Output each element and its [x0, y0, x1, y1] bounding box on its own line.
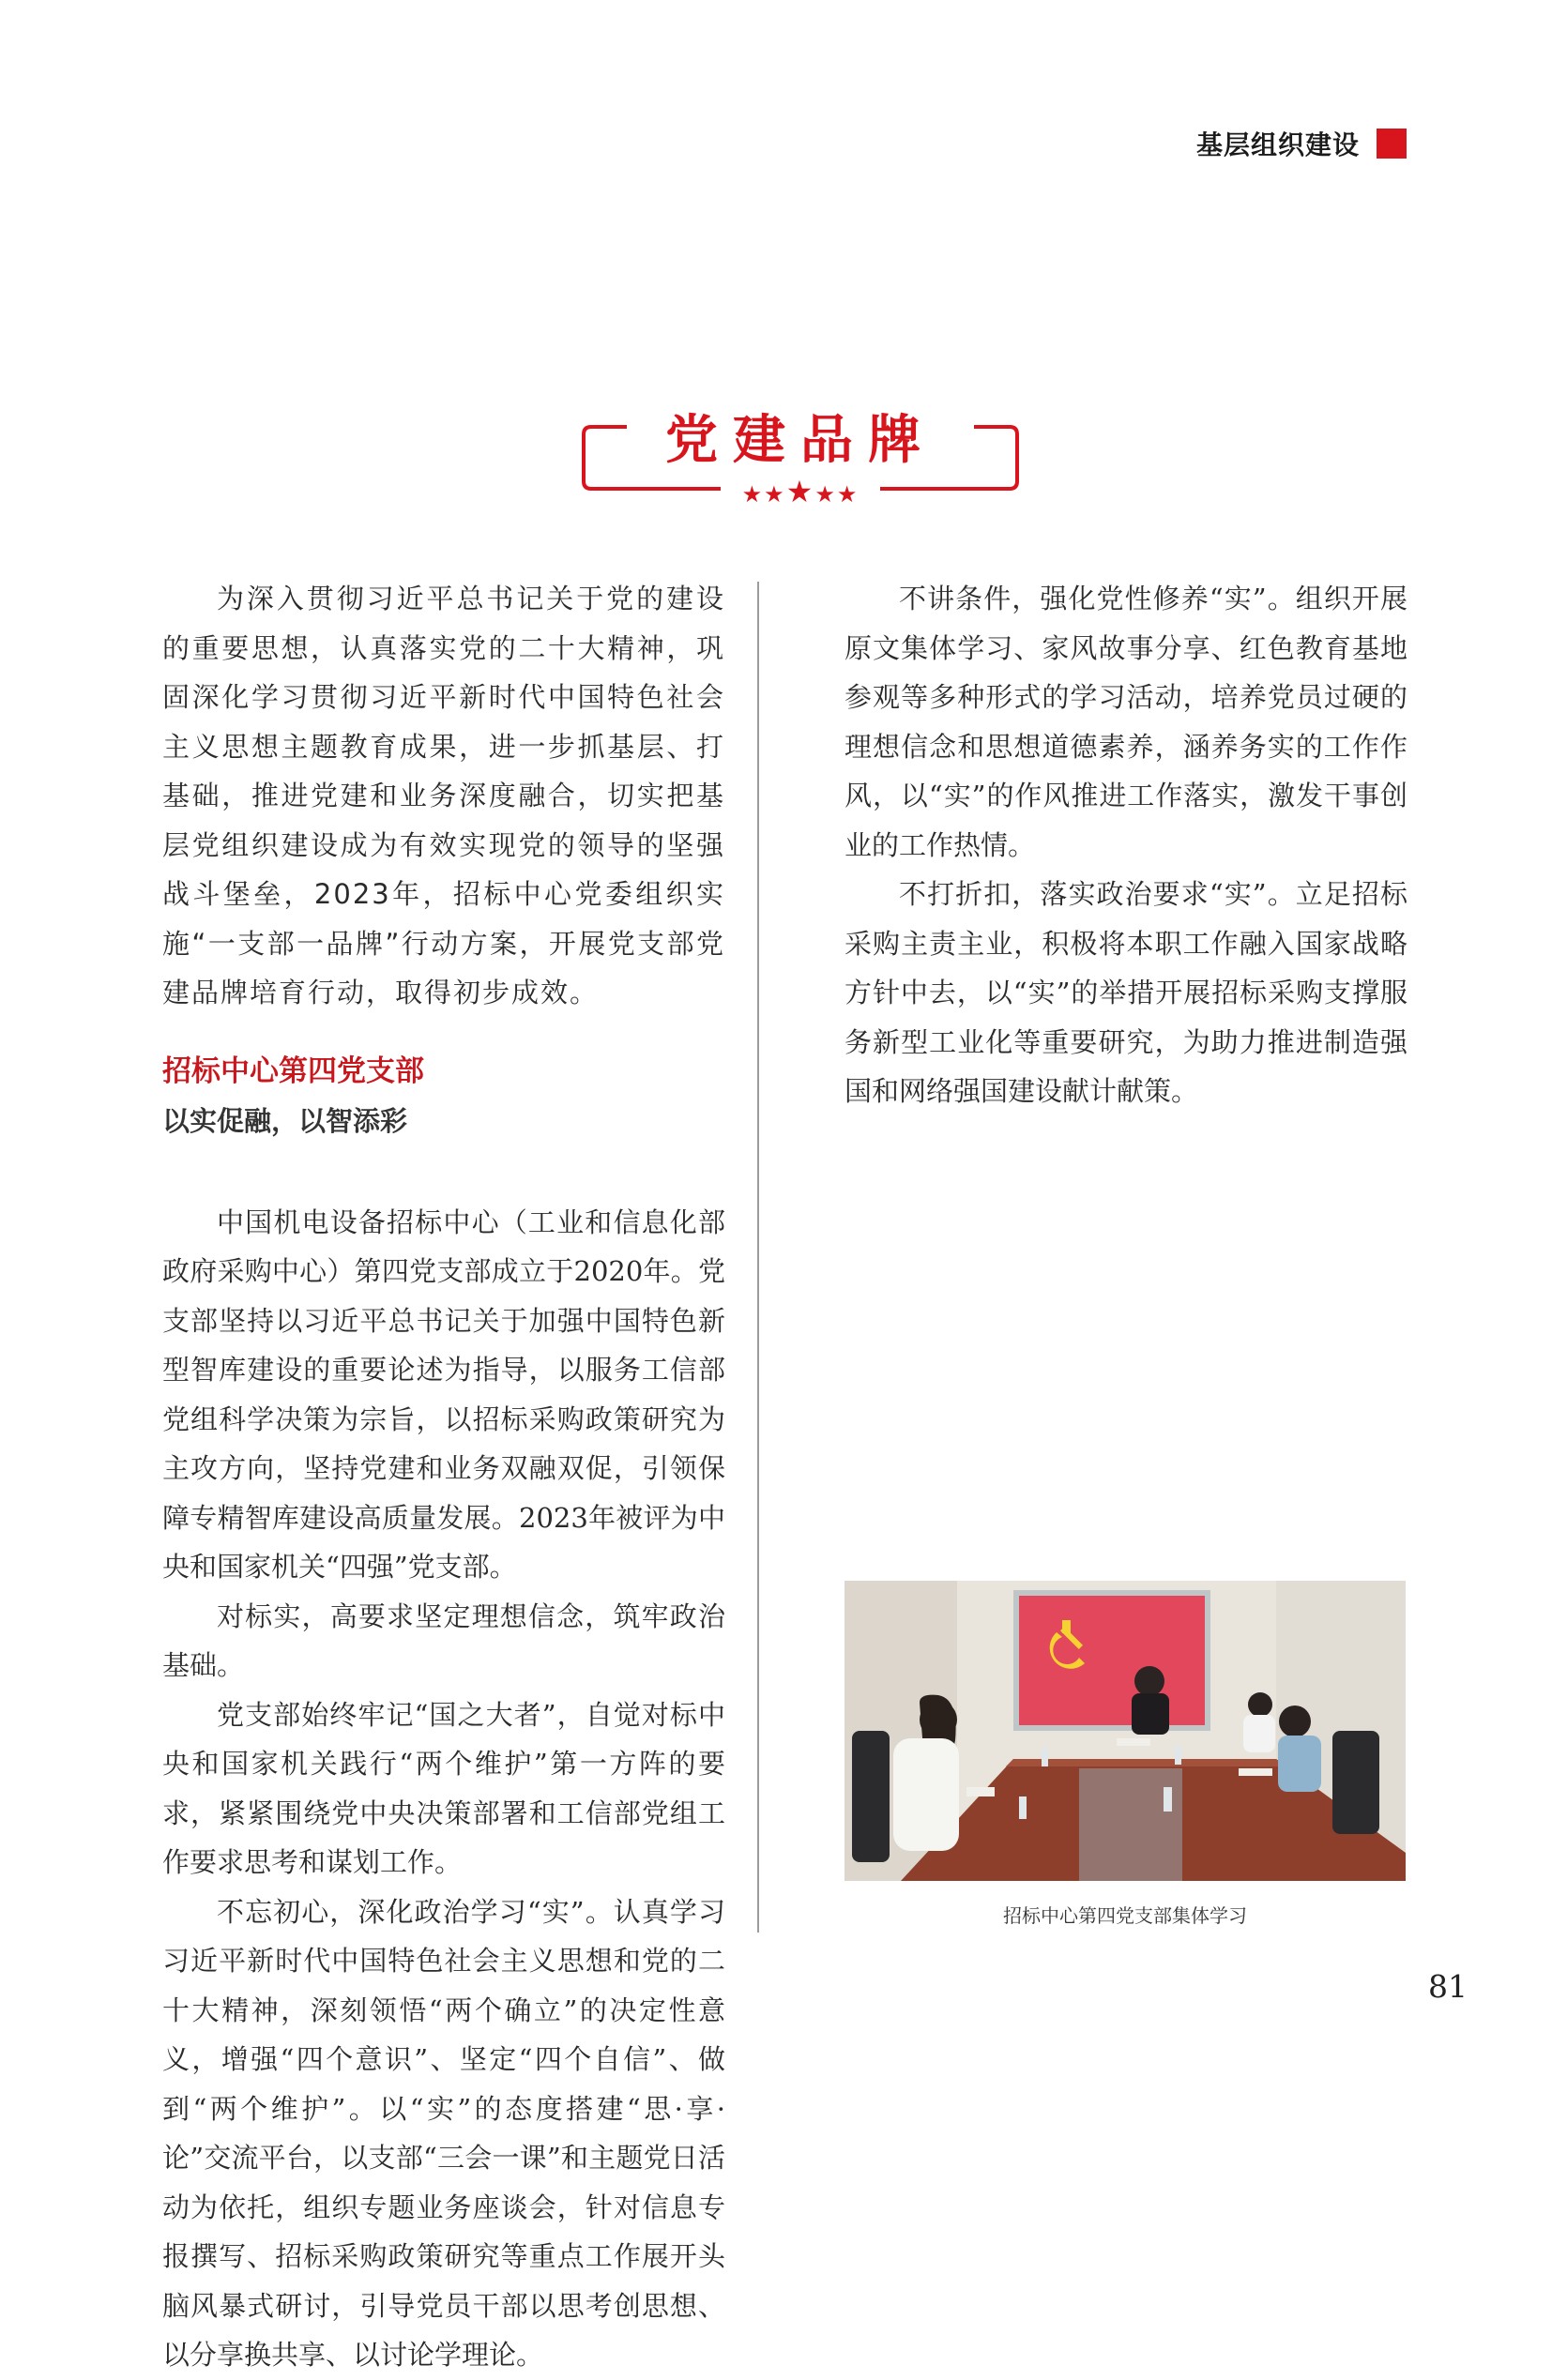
banner-title: 党建品牌	[665, 410, 936, 471]
star-icon: ★	[764, 481, 786, 508]
star-icon: ★	[814, 481, 837, 508]
photo-caption: 招标中心第四党支部集体学习	[1003, 1904, 1247, 1927]
star-row-icon	[580, 474, 1021, 509]
star-icon: ★	[741, 481, 765, 508]
red-square-icon	[1377, 129, 1407, 159]
body-paragraph: 党支部始终牢记“国之大者”，自觉对标中央和国家机关践行“两个维护”第一方阵的要求，紧紧围绕党中央决策部署和工信部党组工作要求思考和谋划工作。	[162, 1698, 725, 1878]
article-heading: 招标中心第四党支部	[162, 1054, 424, 1088]
body-paragraph: 不讲条件，强化党性修养“实”。组织开展原文集体学习、家风故事分享、红色教育基地参观等多种形式的学习活动，培养党员过硬的理想信念和思想道德素养，涵养务实的工作作风，以“实”的作风推进工作落实，激发干事创业的工作热情。	[844, 583, 1407, 861]
section-tag	[1196, 125, 1407, 162]
right-column	[844, 574, 1407, 1116]
intro-paragraph: 为深入贯彻习近平总书记关于党的建设的重要思想，认真落实党的二十大精神，巩固深化学习贯彻习近平新时代中国特色社会主义思想主题教育成果，进一步抓基层、打基础，推进党建和业务深度融合，切实把基层党组织建设成为有效实现党的领导的坚强战斗堡垒，2023年，招标中心党委组织实施“一支部一品牌”行动方案，开展党支部党建品牌培育行动，取得初步成效。	[162, 583, 725, 1008]
section-title: 基层组织建设	[1195, 129, 1360, 160]
star-icon: ★	[836, 481, 860, 508]
brand-banner	[580, 389, 1021, 507]
article-subheading: 以实促融，以智添彩	[162, 1104, 408, 1137]
star-icon: ★	[785, 474, 815, 509]
body-paragraph: 不打折扣，落实政治要求“实”。立足招标采购主责主业，积极将本职工作融入国家战略方针中去，以“实”的举措开展招标采购支撑服务新型工业化等重要研究，为助力推进制造强国和网络强国建设献计献策。	[844, 878, 1407, 1107]
body-paragraph: 中国机电设备招标中心（工业和信息化部政府采购中心）第四党支部成立于2020年。党支部坚持以习近平总书记关于加强中国特色新型智库建设的重要论述为指导，以服务工信部党组科学决策为宗旨，以招标采购政策研究为主攻方向，坚持党建和业务双融双促，引领保障专精智库建设高质量发展。2023年被评为中央和国家机关“四强”党支部。	[162, 1205, 725, 1583]
body-paragraph: 不忘初心，深化政治学习“实”。认真学习习近平新时代中国特色社会主义思想和党的二十大精神，深刻领悟“两个确立”的决定性意义，增强“四个意识”、坚定“四个自信”、做到“两个维护”。以“实”的态度搭建“思·享·论”交流平台，以支部“三会一课”和主题党日活动为依托，组织专题业务座谈会，针对信息专报撰写、招标采购政策研究等重点工作展开头脑风暴式研讨，引导党员干部以思考创思想、以分享换共享、以讨论学理论。	[162, 1895, 725, 2371]
page-number: 81	[1428, 1968, 1468, 2005]
left-column	[162, 574, 725, 2380]
column-divider	[757, 582, 759, 1933]
body-paragraph: 对标实，高要求坚定理想信念，筑牢政治基础。	[162, 1599, 725, 1681]
group-study-photo	[844, 1581, 1406, 1881]
